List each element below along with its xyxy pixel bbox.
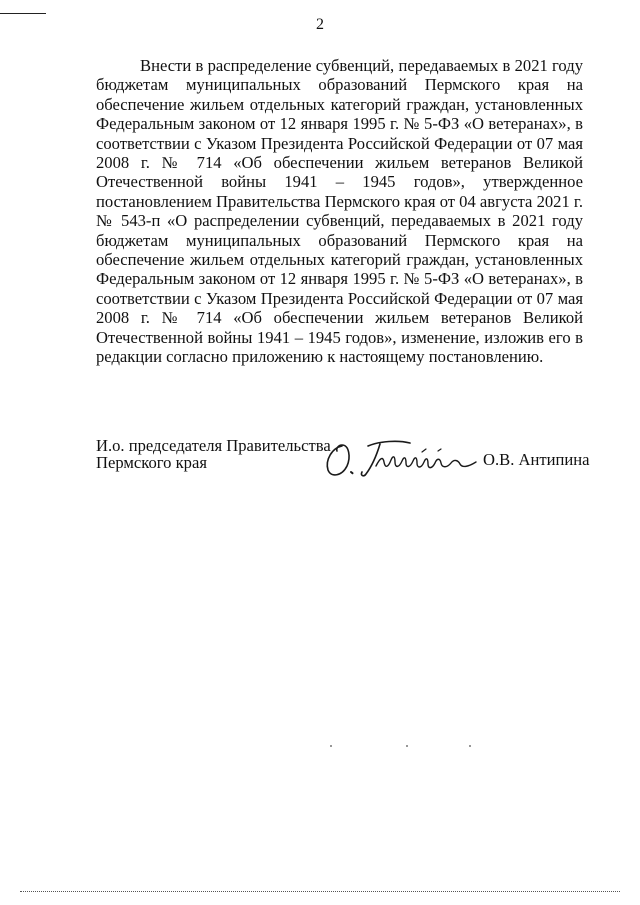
handwritten-signature [320,432,488,480]
scan-speck [330,745,332,747]
top-edge-line [0,13,46,14]
signer-title [96,437,331,471]
signer-title-line-2: Пермского края [96,453,207,472]
signer-name: О.В. Антипина [483,450,590,469]
scan-speck [469,745,471,747]
resolution-paragraph: Внести в распределение субвенций, передаваемых в 2021 году бюджетам муниципальных образований Пермского края на обеспечение жильем отдельных категорий граждан, установленных Федеральным законом от 12 января 1995 г. № 5-ФЗ «О ветеранах», в соответствии с Указом Президента Российской Федерации от 07 мая 2008 г. № 714 «Об обеспечении жильем ветеранов Великой Отечественной войны 1941 – 1945 годов», утвержденное постановлением Правительства Пермского края от 04 августа 2021 г. № 543-п «О распределении субвенций, передаваемых в 2021 году бюджетам муниципальных образований Пермского края на обеспечение жильем отдельных категорий граждан, установленных Федеральным законом от 12 января 1995 г. № 5-ФЗ «О ветеранах», в соответствии с Указом Президента Российской Федерации от 07 мая 2008 г. № 714 «Об обеспечении жильем ветеранов Великой Отечественной войны 1941 – 1945 годов», изменение, изложив его в редакции согласно приложению к настоящему постановлению. [96,56,583,367]
signer-title-line-1: И.о. председателя Правительства [96,436,331,455]
page-number: 2 [316,16,324,33]
bottom-edge-line [20,891,620,892]
scan-speck [406,745,408,747]
